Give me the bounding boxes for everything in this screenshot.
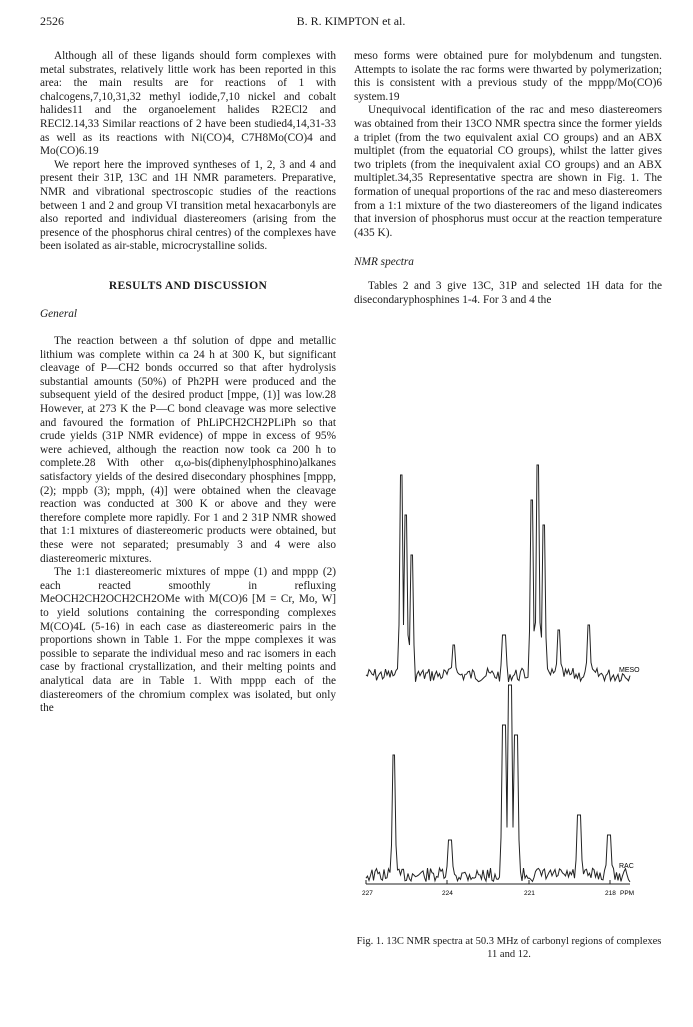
subheading-nmr-spectra: NMR spectra <box>354 256 414 269</box>
rac-trace-label: RAC <box>619 863 634 870</box>
right-column <box>354 50 662 307</box>
identification-paragraph: Unequivocal identification of the rac and meso diastereomers was obtained from their 13CO NMR spectra since the former yields a triplet (from the two equivalent axial CO groups) and an ABX multiplet (from the equatorial CO groups), whilst the latter gives two triplets (from the inequivalent axial CO groups) and an ABX multiplet.34,35 Representative spectra are shown in Fig. 1. The formation of unequal proportions of the rac and meso diastereomers from a 1:1 mixture of the two diastereomers of the ligand indicates that inversion of phosphorus must occur at the reaction temperature (435 K). <box>354 104 662 239</box>
left-column <box>40 50 336 716</box>
rac-spectrum-trace <box>366 685 630 882</box>
page-number: 2526 <box>40 14 64 28</box>
nmr-paragraph: Tables 2 and 3 give 13C, 31P and selected 1H data for the disecondaryphosphines 1-4. For 3 and 4 the <box>354 279 662 306</box>
nmr-spectra-plot <box>354 435 664 935</box>
axis-unit-label: PPM <box>620 890 635 897</box>
intro-paragraph-2: We report here the improved syntheses of 1, 2, 3 and 4 and present their 31P, 13C and 1H NMR parameters. Preparative, NMR and vibrational spectroscopic studies of the reactions between 1 and 2 and group VI transition metal hexacarbonyls are also reported and individual diastereomers (arising from the presence of the phosphorus chiral centres) of the complexes have been isolated as air-stable, microcrystalline solids. <box>40 158 336 253</box>
figure-caption: Fig. 1. 13C NMR spectra at 50.3 MHz of carbonyl regions of complexes 11 and 12. <box>356 936 662 960</box>
meso-paragraph: meso forms were obtained pure for molybdenum and tungsten. Attempts to isolate the rac forms were thwarted by polymerization; this is consistent with a previous study of the mppp/Mo(CO)6 system.19 <box>354 50 662 103</box>
page-header <box>40 14 662 30</box>
nmr-spectra-figure <box>354 435 664 955</box>
intro-paragraph-1: Although all of these ligands should form complexes with metal substrates, relatively little work has been reported in this area: the main results are for reactions of 1 with chalcogens,7,10,31,32 methyl iodide,7,10 nickel and cobalt halides11 and the organoelement halides R2ECl2 and RECl2.14,33 Similar reactions of 2 have been studied4,14,31-33 as well as its reactions with Ni(CO)4, C7H8Mo(CO)4 and Mo(CO)6.19 <box>40 50 336 158</box>
section-heading: RESULTS AND DISCUSSION <box>108 279 268 292</box>
axis-tick-label: 218 <box>605 890 616 897</box>
subheading-general: General <box>40 307 78 320</box>
meso-spectrum-trace <box>366 465 630 682</box>
axis-tick-label: 221 <box>524 890 535 897</box>
axis-tick-label: 224 <box>442 890 453 897</box>
axis-tick-label: 227 <box>362 890 373 897</box>
running-head: B. R. KIMPTON et al. <box>296 14 406 28</box>
general-paragraph-2: The 1:1 diastereomeric mixtures of mppe (1) and mppp (2) each reacted smoothly in refluxing MeOCH2CH2OCH2CH2OMe with M(CO)6 [M = Cr, Mo, W] to yield solutions containing the corresponding complexes M(CO)4L (5-16) in each case as diastereomeric pairs in the proportions shown in Table 1. For the mppe complexes it was possible to separate the individual meso and rac isomers in each case by fractional crystallization, and their melting points and analytical data are in Table 1. With mppp each of the diastereomers of the chromium complex was isolated, but only the <box>40 566 336 715</box>
general-paragraph-1: The reaction between a thf solution of dppe and metallic lithium was complete within ca 24 h at 300 K, but significant cleavage of P—CH2 bonds occurred so that after hydrolysis substantial amounts (50%) of Ph2PH were produced and the subsequent yield of the desired product [mppe, (1)] was low.28 However, at 273 K the P—C bond cleavage was more selective and favoured the formation of PhLiPCH2CH2PLiPh so that crude yields (31P NMR evidence) of mppe in excess of 95% were achieved, although the reaction now took ca 200 h to complete.28 With other α,ω-bis(diphenylphosphino)alkanes satisfactory yields of the desired disecondary phosphines [mppp, (2); mppb (3); mpph, (4)] were obtained when the cleavage reaction was conducted at 300 K or above and they were therefore complete more rapidly. For 1 and 2 31P NMR showed that 1:1 mixtures of diastereomeric products were obtained, but these were not separated; presumably 3 and 4 were also diastereomeric mixtures. <box>40 335 336 565</box>
meso-trace-label: MESO <box>619 667 640 674</box>
